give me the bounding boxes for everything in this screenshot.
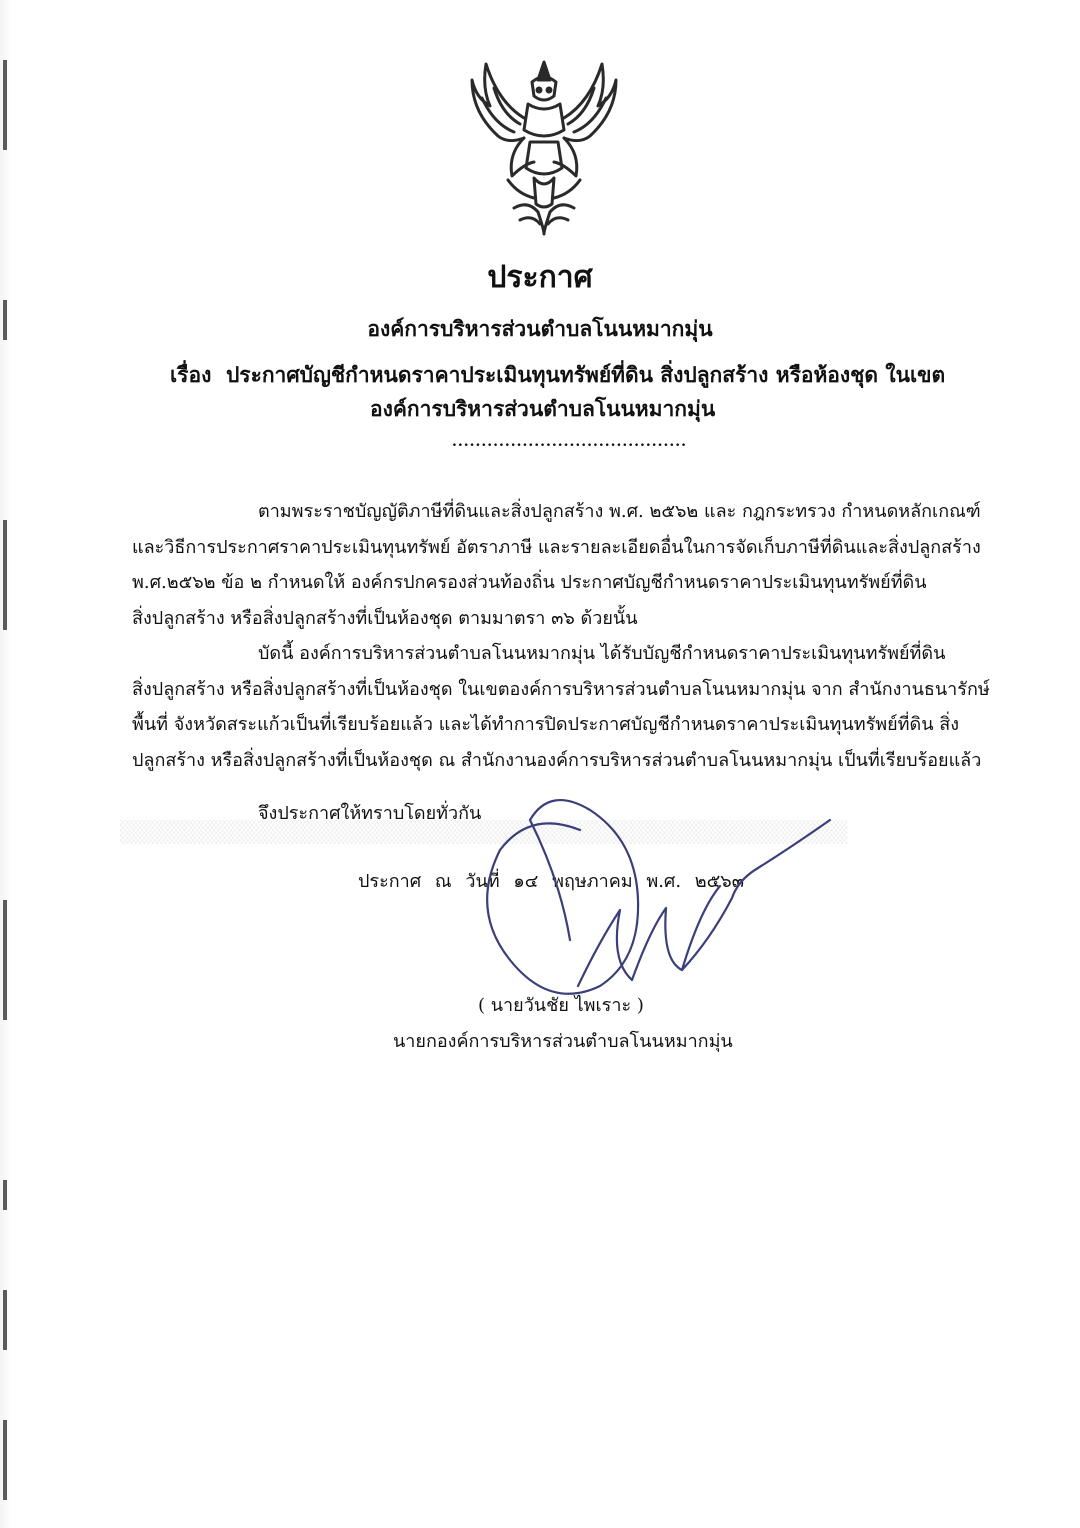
- scan-artifact: [3, 520, 7, 630]
- bleed-through: ▒▒▒▒▒▒▒▒▒▒▒▒▒▒▒▒▒▒▒▒▒▒▒▒▒▒▒▒▒▒▒▒▒▒▒▒▒▒▒▒▒▒▒: [120, 820, 848, 845]
- paragraph-line: และวิธีการประกาศราคาประเมินทุนทรัพย์ อัตราภาษี และรายละเอียดอื่นในการจัดเก็บภาษีที่ดินและสิ่งปลูกสร้าง: [132, 536, 981, 558]
- closing-statement: จึงประกาศให้ทราบโดยทั่วกัน: [258, 803, 482, 824]
- signer-name: ( นายวันชัย ไพเราะ ): [478, 995, 644, 1016]
- handwritten-signature: [470, 790, 850, 1020]
- subject-block: [170, 358, 970, 426]
- paragraph-line: ตามพระราชบัญญัติภาษีที่ดินและสิ่งปลูกสร้าง พ.ศ. ๒๕๖๒ และ กฎกระทรวง กำหนดหลักเกณฑ์: [258, 501, 981, 522]
- paragraph-2: [132, 636, 990, 778]
- paragraph-line: สิ่งปลูกสร้าง หรือสิ่งปลูกสร้างที่เป็นห้องชุด ตามมาตรา ๓๖ ด้วยนั้น: [132, 607, 638, 629]
- scan-artifact: [3, 1420, 7, 1500]
- divider-dots: ........................................: [452, 434, 687, 450]
- paragraph-line: ปลูกสร้าง หรือสิ่งปลูกสร้างที่เป็นห้องชุด ณ สำนักงานองค์การบริหารส่วนตำบลโนนหมากมุ่น เป็นที่เรียบร้อยแล้ว: [132, 749, 982, 771]
- paragraph-line: บัดนี้ องค์การบริหารส่วนตำบลโนนหมากมุ่น ได้รับบัญชีกำหนดราคาประเมินทุนทรัพย์ที่ดิน: [258, 643, 946, 664]
- scan-artifact: [3, 900, 7, 1020]
- signer-position: นายกองค์การบริหารส่วนตำบลโนนหมากมุ่น: [393, 1031, 733, 1052]
- organization-name: องค์การบริหารส่วนตำบลโนนหมากมุ่น: [367, 316, 713, 341]
- scan-edge: [0, 0, 12, 1528]
- scan-artifact: [3, 60, 7, 150]
- garuda-emblem-icon: [468, 58, 620, 236]
- subject-label: เรื่อง: [170, 362, 212, 387]
- paragraph-line: พื้นที่ จังหวัดสระแก้วเป็นที่เรียบร้อยแล้ว และได้ทำการปิดประกาศบัญชีกำหนดราคาประเมินทุนทรัพย์ที่ดิน สิ่ง: [132, 714, 960, 735]
- scan-artifact: [3, 1290, 7, 1350]
- paragraph-line: สิ่งปลูกสร้าง หรือสิ่งปลูกสร้างที่เป็นห้องชุด ในเขตองค์การบริหารส่วนตำบลโนนหมากมุ่น จาก สำนักงานธนารักษ์: [132, 678, 990, 700]
- paragraph-1: [132, 494, 982, 636]
- subject-line-1: ประกาศบัญชีกำหนดราคาประเมินทุนทรัพย์ที่ดิน สิ่งปลูกสร้าง หรือห้องชุด ในเขต: [225, 362, 946, 387]
- subject-line-2: องค์การบริหารส่วนตำบลโนนหมากมุ่น: [370, 396, 716, 421]
- document-title: ประกาศ: [487, 260, 593, 295]
- paragraph-line: พ.ศ.๒๕๖๒ ข้อ ๒ กำหนดให้ องค์กรปกครองส่วนท้องถิ่น ประกาศบัญชีกำหนดราคาประเมินทุนทรัพย์ที่ดิน: [132, 572, 927, 593]
- scan-artifact: [3, 1180, 7, 1210]
- announcement-date: ประกาศ ณ วันที่ ๑๔ พฤษภาคม พ.ศ. ๒๕๖๓: [358, 871, 745, 892]
